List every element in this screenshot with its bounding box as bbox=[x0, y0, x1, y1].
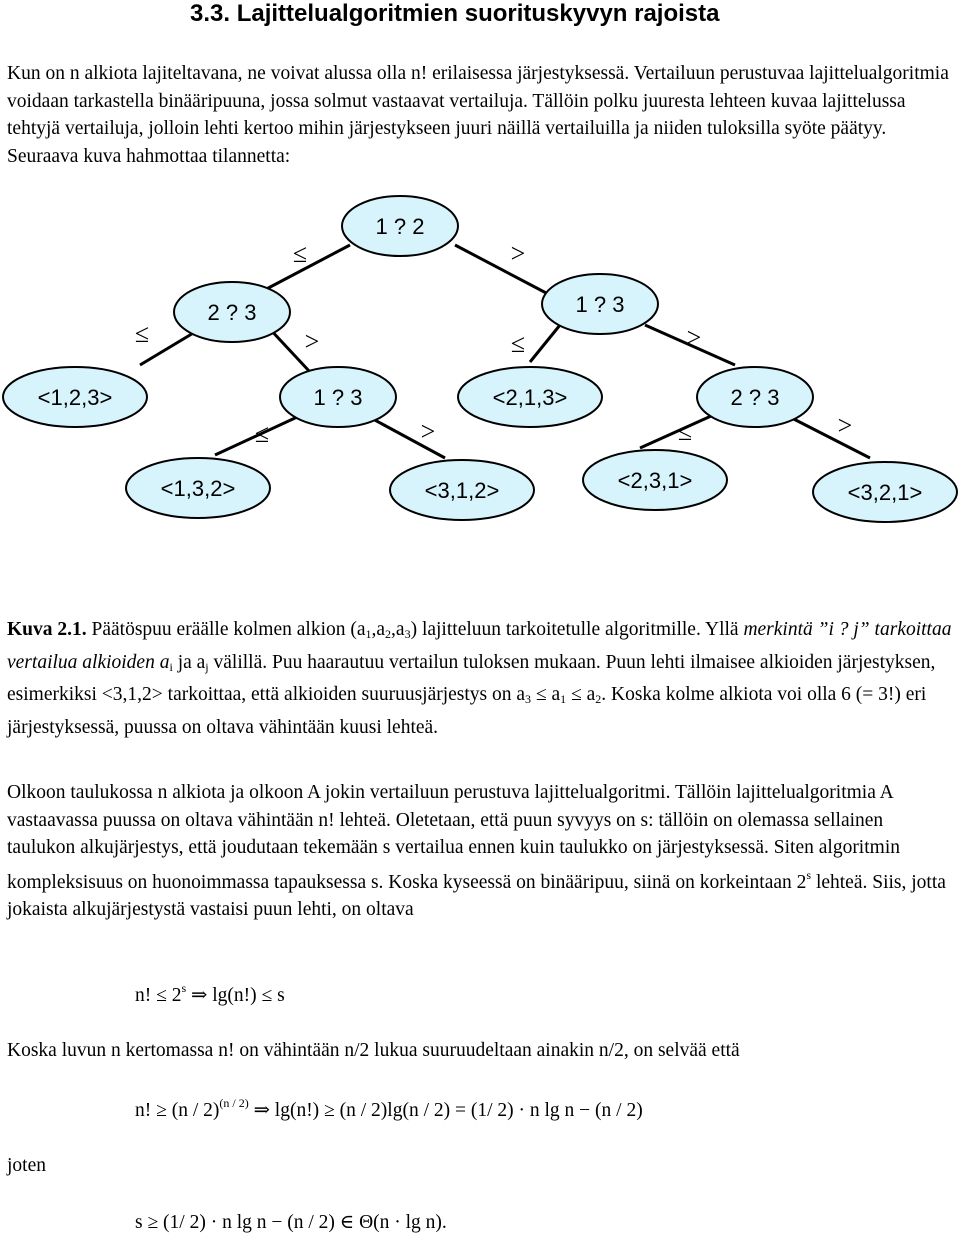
svg-text:<2,3,1>: <2,3,1> bbox=[617, 468, 693, 493]
svg-text:2 ? 3: 2 ? 3 bbox=[207, 300, 257, 325]
label-le-right: ≤ bbox=[510, 329, 526, 358]
joten-word: joten bbox=[7, 1155, 46, 1176]
svg-text:2 ? 3: 2 ? 3 bbox=[730, 385, 780, 410]
svg-text:<3,2,1>: <3,2,1> bbox=[847, 480, 923, 505]
formula-conclusion: s ≥ (1/ 2) · n lg n − (n / 2) ∈ Θ(n · lg n). bbox=[135, 1212, 447, 1233]
svg-text:1 ? 3: 1 ? 3 bbox=[313, 385, 363, 410]
decision-tree-diagram bbox=[0, 190, 960, 590]
label-le-mid: ≤ bbox=[254, 419, 270, 448]
tree-node-mid-left bbox=[280, 367, 396, 427]
label-gt-right: > bbox=[686, 323, 702, 352]
label-le-root: ≤ bbox=[292, 239, 308, 268]
tree-leaf-231 bbox=[583, 450, 727, 510]
tree-leaf-132 bbox=[126, 458, 270, 518]
tree-node-left bbox=[174, 282, 290, 342]
tree-leaf-312 bbox=[390, 460, 534, 520]
tree-leaf-213 bbox=[458, 367, 602, 427]
tree-leaf-321 bbox=[813, 462, 957, 522]
svg-text:<1,3,2>: <1,3,2> bbox=[160, 476, 236, 501]
tree-leaf-123 bbox=[3, 367, 147, 427]
svg-text:1 ? 2: 1 ? 2 bbox=[375, 214, 425, 239]
edge-root-right bbox=[455, 245, 550, 295]
label-le-left: ≤ bbox=[134, 319, 150, 348]
label-gt-mid: > bbox=[420, 417, 436, 446]
complexity-paragraph: Olkoon taulukossa n alkiota ja olkoon A jokin vertailuun perustuva lajittelualgoritmi. Tällöin lajittelualgoritmia A vastaavassa puussa on oltava vähintään n! lehteä. Oletetaan, että puun syvyys on s: tällöin on olemassa sellainen taulukon alkujärjestys, että joudutaan tekemään s vertailua ennen kuin taulukko on järjestyksessä. Siten algoritmin kompleksisuus on huonoimmassa tapauksessa s. Koska kyseessä on binääripuu, siinä on korkeintaan 2$^s$ lehteä. Siis, jotta jokaista alkujärjestystä vastaisi puun lehti, on oltava bbox=[7, 782, 946, 920]
formula-lower-bound: n! ≥ (n / 2)$^{(n / 2)}$ ⇒ lg(n!) ≥ (n / 2)lg(n / 2) = (1/ 2) · n lg n − (n / 2) bbox=[135, 1096, 643, 1121]
factorial-paragraph: Koska luvun n kertomassa n! on vähintään n/2 lukua suuruudeltaan ainakin n/2, on selvää että bbox=[7, 1040, 740, 1061]
tree-node-root bbox=[342, 196, 458, 256]
intro-paragraph: Kun on n alkiota lajiteltavana, ne voivat alussa olla n! erilaisessa järjestyksessä. Vertailuun perustuvaa lajittelualgoritmia voidaan tarkastella binääripuuna, jossa solmut vastaavat vertailuja. Tällöin polku juuresta lehteen kuvaa lajittelussa tehtyjä vertailuja, jolloin lehti kertoo mihin järjestykseen juuri näillä vertailuilla ja niiden tuloksilla syöte päätyy. Seuraava kuva hahmottaa tilannetta: bbox=[7, 63, 949, 167]
formula-n-factorial-bound: n! ≤ $2^s$ ⇒ lg(n!) ≤ s bbox=[135, 981, 285, 1006]
figure-caption: Kuva 2.1. Päätöspuu eräälle kolmen alkion $(a_1,a_2,a_3)$ lajitteluun tarkoitetulle algoritmille. Yllä merkintä ”i ? j” tarkoittaa vertailua alkioiden $a_i$ ja $a_j$ välillä. Puu haarautuu vertailun tuloksen mukaan. Puun lehti ilmaisee alkioiden järjestyksen, esimerkiksi <3,1,2> tarkoittaa, että alkioiden suuruusjärjestys on $a_3 \le a_1 \le a_2$. Koska kolme alkiota voi olla 6 (= 3!) eri järjestyksessä, puussa on oltava vähintään kuusi lehteä. bbox=[7, 619, 952, 738]
svg-text:<1,2,3>: <1,2,3> bbox=[37, 385, 113, 410]
label-gt-root: > bbox=[510, 239, 526, 268]
tree-node-mid-right bbox=[697, 367, 813, 427]
edge-right-leaf213 bbox=[530, 325, 560, 362]
label-le-midr: ≤ bbox=[677, 417, 693, 446]
section-title: 3.3. Lajittelualgoritmien suorituskyvyn rajoista bbox=[190, 0, 720, 27]
label-gt-left: > bbox=[304, 327, 320, 356]
caption-label: Kuva 2.1. bbox=[7, 619, 87, 640]
svg-text:<2,1,3>: <2,1,3> bbox=[492, 385, 568, 410]
svg-text:1 ? 3: 1 ? 3 bbox=[575, 292, 625, 317]
tree-node-right bbox=[542, 274, 658, 334]
svg-text:<3,1,2>: <3,1,2> bbox=[424, 478, 500, 503]
label-gt-midr: > bbox=[837, 411, 853, 440]
